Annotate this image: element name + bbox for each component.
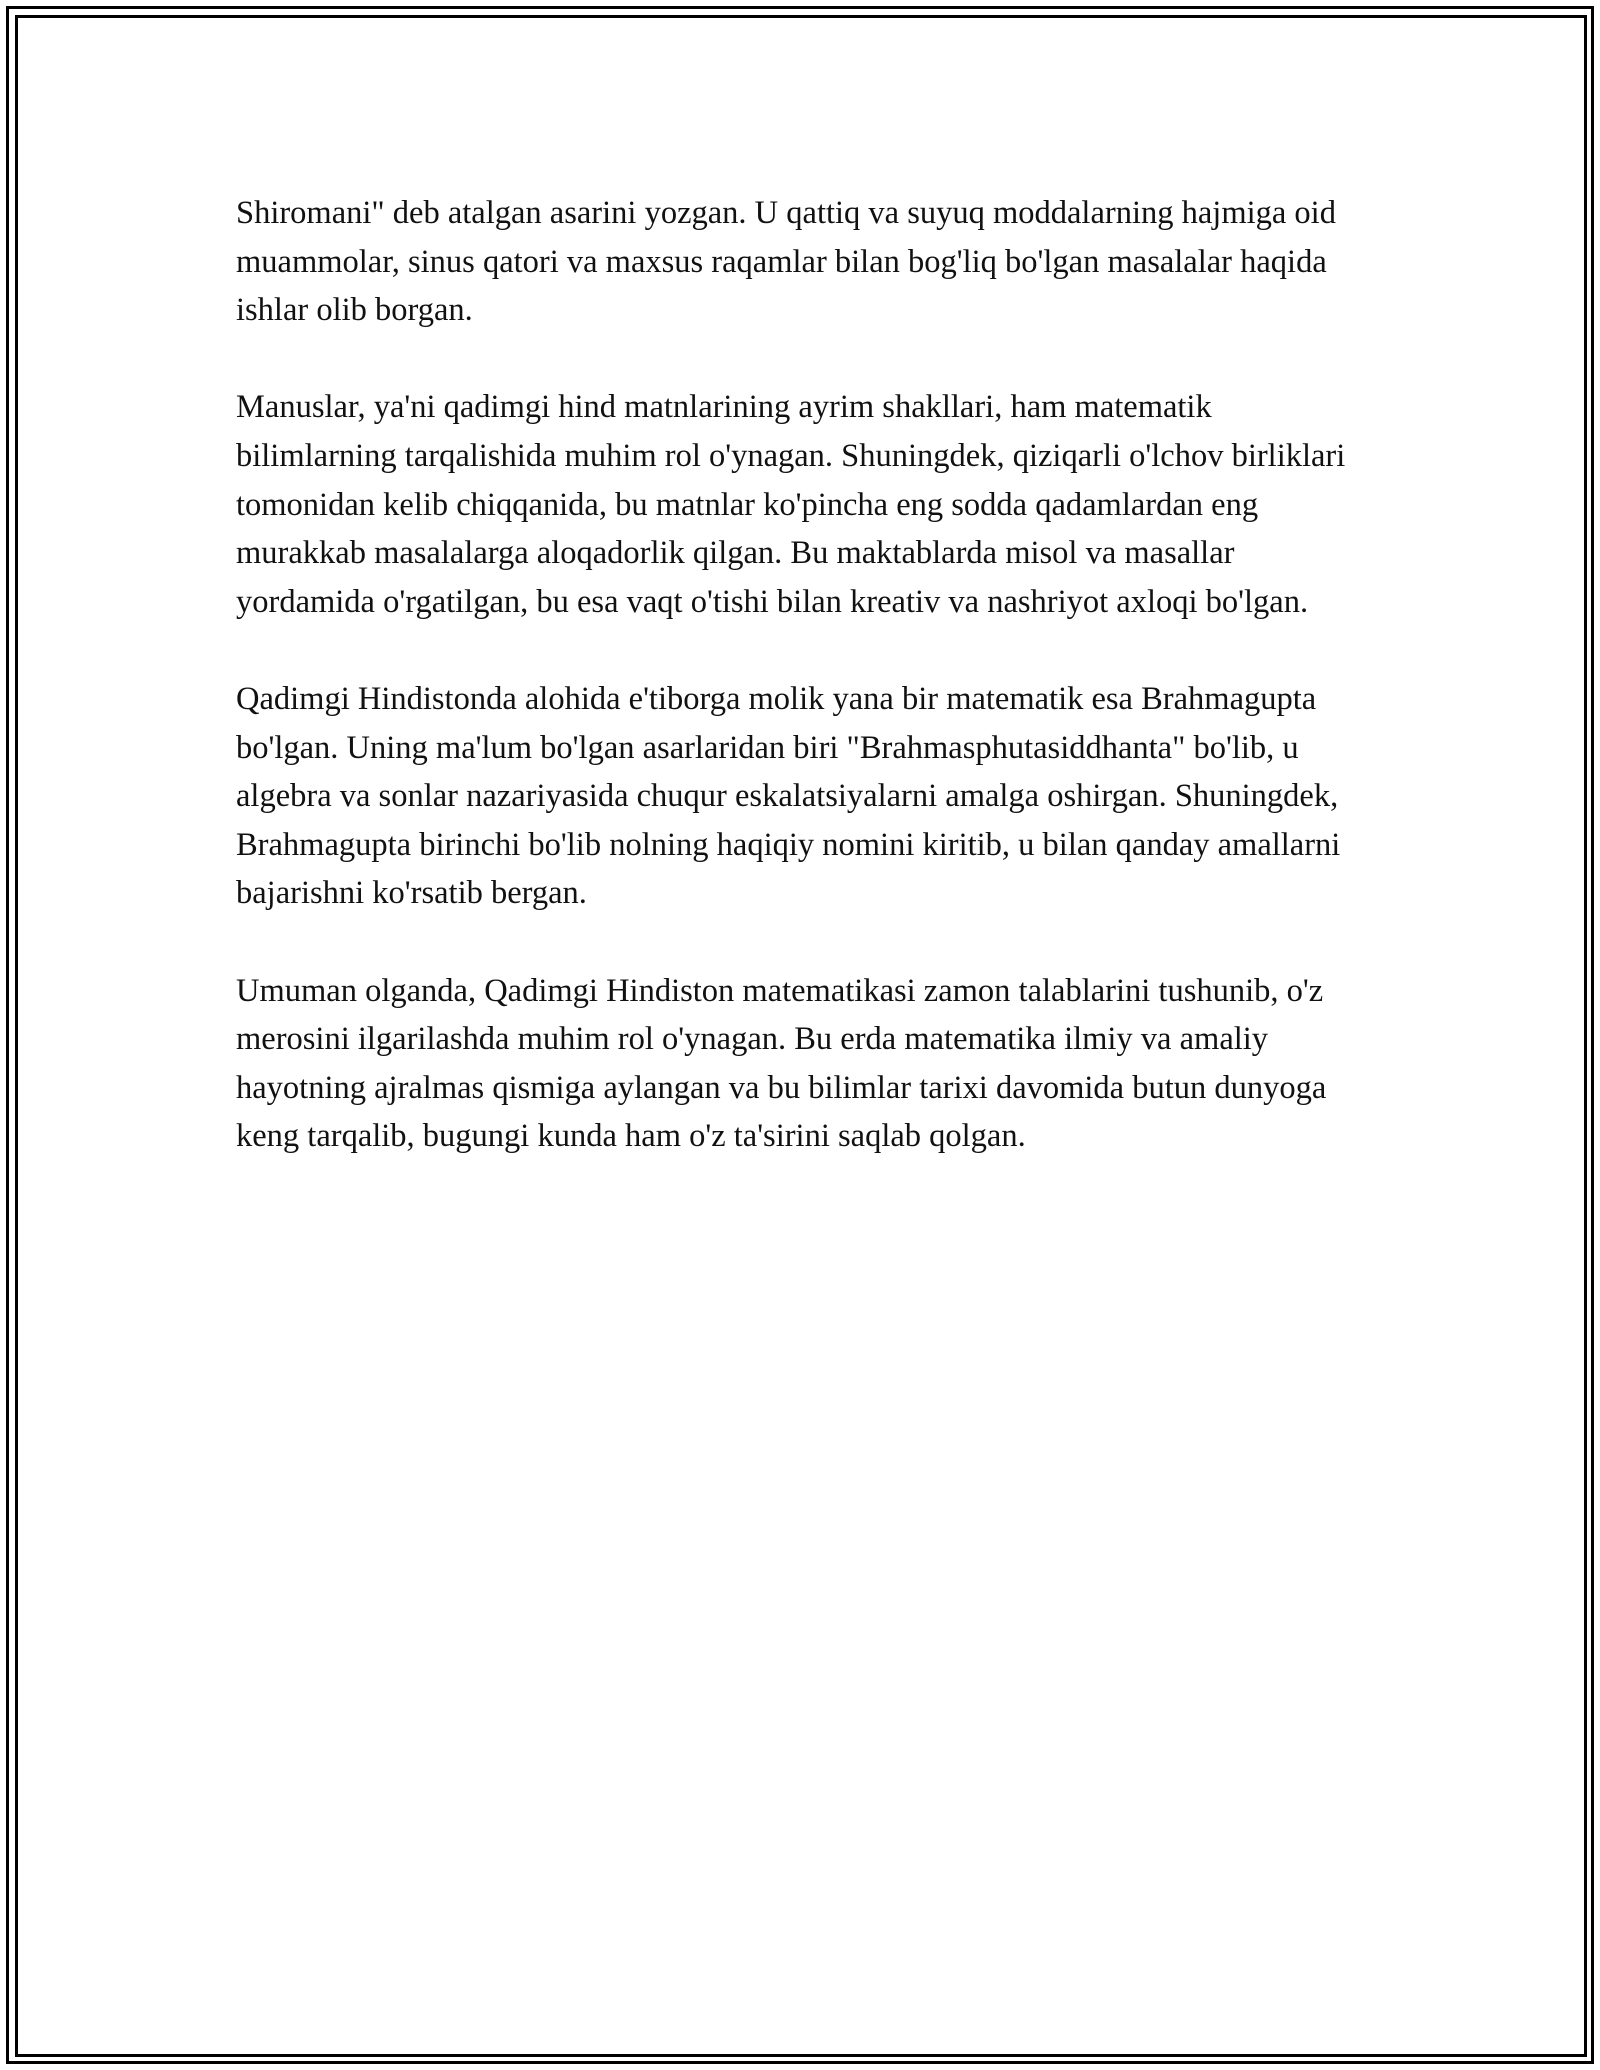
paragraph-2: Manuslar, ya'ni qadimgi hind matnlarining ayrim shakllari, ham matematik bilimlarning tarqalishida muhim rol o'ynagan. Shuningdek, qiziqarli o'lchov birliklari tomonidan kelib chiqqanida, bu matnlar ko'pincha eng sodda qadamlardan eng murakkab masalalarga aloqadorlik qilgan. Bu maktablarda misol va masallar yordamida o'rgatilgan, bu esa vaqt o'tishi bilan kreativ va nashriyot axloqi bo'lgan.	[236, 389, 1346, 620]
paragraph-1: Shiromani" deb atalgan asarini yozgan. U qattiq va suyuq moddalarning hajmiga oid muammolar, sinus qatori va maxsus raqamlar bilan bog'liq bo'lgan masalalar haqida ishlar olib borgan.	[236, 195, 1336, 329]
paragraph-3: Qadimgi Hindistonda alohida e'tiborga molik yana bir matematik esa Brahmagupta bo'lgan. Uning ma'lum bo'lgan asarlaridan biri "Brahmasphutasiddhanta" bo'lib, u algebra va sonlar nazariyasida chuqur eskalatsiyalarni amalga oshirgan. Shuningdek, Brahmagupta birinchi bo'lib nolning haqiqiy nomini kiritib, u bilan qanday amallarni bajarishni ko'rsatib bergan.	[236, 680, 1341, 912]
document-body	[236, 189, 1366, 1161]
paragraph-4: Umuman olganda, Qadimgi Hindiston matematikasi zamon talablarini tushunib, o'z merosini ilgarilashda muhim rol o'ynagan. Bu erda matematika ilmiy va amaliy hayotning ajralmas qismiga aylangan va bu bilimlar tarixi davomida butun dunyoga keng tarqalib, bugungi kunda ham o'z ta'sirini saqlab qolgan.	[236, 972, 1327, 1155]
